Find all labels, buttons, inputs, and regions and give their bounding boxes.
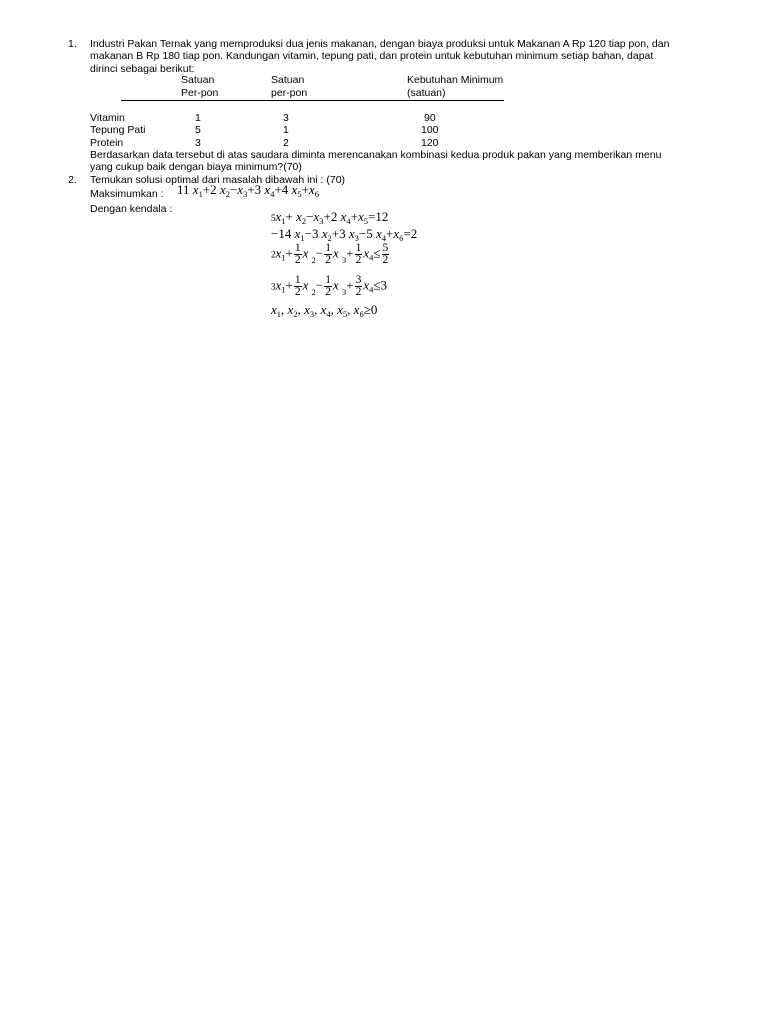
question-1-line-3: dirinci sebagai berikut: <box>90 62 195 75</box>
row-vitamin-a: 1 <box>195 112 201 124</box>
question-1-text <box>90 38 730 75</box>
row-tepung-pati-b: 1 <box>283 124 289 136</box>
row-label-protein: Protein <box>90 137 124 149</box>
header-perpon-a: Per-pon <box>181 87 219 99</box>
question-1-closing-line-1: Berdasarkan data tersebut di atas saudara diminta merencanakan kombinasi kedua produk pakan yang memberikan menu <box>90 149 662 161</box>
constraint-1: $5x_1+ x_2-x_3+2$ $x_4+x_5=12$ <box>271 209 389 226</box>
row-label-vitamin: Vitamin <box>90 112 125 124</box>
row-vitamin-b: 3 <box>283 112 289 124</box>
header-satuan-unit: (satuan) <box>407 87 446 99</box>
header-satuan-a: Satuan <box>181 74 215 86</box>
row-tepung-pati-min: 100 <box>421 124 439 136</box>
question-1-line-1: Industri Pakan Ternak yang memproduksi dua jenis makanan, dengan biaya produksi untuk Makanan A Rp 120 tiap pon, dan <box>90 38 670 50</box>
constraint-3: $2x_1+$ $\frac{1}{2}$ x $_2$− $\frac{1}{2}$ x $_3$+ $\frac{1}{2}$ $x_4\le$ $\frac{5}{2}$ <box>271 242 389 266</box>
row-tepung-pati-a: 5 <box>195 124 201 136</box>
question-number-1: 1. <box>68 38 77 50</box>
question-1-line-2: makanan B Rp 180 tiap pon. Kandungan vitamin, tepung pati, dan protein untuk kebutuhan minimum setiap bahan, dapat <box>90 50 654 63</box>
row-protein-a: 3 <box>195 137 201 149</box>
question-2-intro: Temukan solusi optimal dari masalah dibawah ini : (70) <box>90 174 346 186</box>
header-satuan-b: Satuan <box>271 74 305 86</box>
question-1-closing-line-2: yang cukup baik dengan biaya minimum?(70) <box>90 161 302 174</box>
question-number-2: 2. <box>68 174 77 186</box>
header-perpon-b: per-pon <box>271 87 308 99</box>
header-kebutuhan-minimum: Kebutuhan Minimum <box>407 74 504 86</box>
table-header-rule <box>121 100 504 101</box>
constraint-2: −14 $x_1-3$ $x_2+3$ $x_3-5$ $x_4+x_6=2$ <box>271 226 418 243</box>
question-1-closing <box>90 149 730 174</box>
row-vitamin-min: 90 <box>424 112 436 124</box>
constraints-label: Dengan kendala : <box>90 203 173 215</box>
constraint-4: $3x_1+$ $\frac{1}{2}$ x $_2$− $\frac{1}{2}$ x $_3$+ $\frac{3}{2}$ $x_4\le 3$ <box>271 274 388 298</box>
maximize-label: Maksimumkan : <box>90 188 164 200</box>
row-protein-min: 120 <box>421 137 439 149</box>
objective-function: 11 $x_1+2$ $x_2-x_3+3$ $x_4+4$ $x_5+x_6$ <box>177 182 319 199</box>
non-negativity-constraint: $x_1$, $x_2$, $x_3$, $x_4$, $x_5$, $x_6\ge 0$ <box>271 302 378 319</box>
row-label-tepung-pati: Tepung Pati <box>90 124 146 136</box>
row-protein-b: 2 <box>283 137 289 149</box>
